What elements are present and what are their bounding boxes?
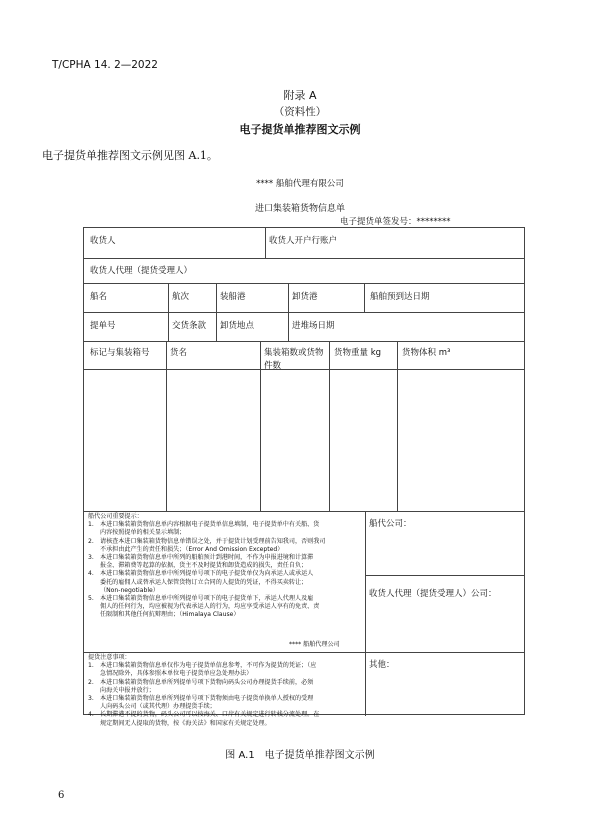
grid-line bbox=[397, 341, 398, 511]
notice-text: 请核查本进口集装箱货物信息单错误之处，并于提货计划受理前告知我司，否则我司 bbox=[100, 537, 326, 545]
notice-text: 本进口集装箱货物信息单内容根据电子提货单信息填制，电子提货单中有关船、货 bbox=[100, 521, 320, 529]
packages-label-line2: 件数 bbox=[264, 361, 282, 371]
yard-date-label: 进堆场日期 bbox=[292, 321, 335, 331]
notice-text: 任限制和其他任何抗辩理由；（Himalaya Clause） bbox=[100, 611, 240, 619]
notice-number bbox=[88, 720, 100, 728]
annex-title: 电子提货单推荐图文示例 bbox=[239, 123, 361, 136]
notice-number bbox=[88, 611, 100, 619]
agent-notice bbox=[88, 513, 362, 620]
consignee-bank-label: 收货人开户行账户 bbox=[269, 236, 338, 246]
notice-line bbox=[88, 679, 362, 687]
grid-line bbox=[84, 312, 524, 313]
notice-text: 本进口集装箱货物信息单中所列提单号项下的电子提货单仅为向承运人或承运人 bbox=[100, 570, 314, 578]
notice-number bbox=[88, 579, 100, 587]
notice-number: 5. bbox=[88, 595, 94, 603]
agent-signature: **** 船舶代理公司 bbox=[289, 641, 340, 648]
notice-text: 人向码头公司（或其代理）办理提货手续； bbox=[100, 703, 216, 711]
notice-number bbox=[88, 562, 100, 570]
bill-number: 电子提货单签发号：******** bbox=[340, 217, 451, 227]
notice-text: 本进口集装箱货物信息单所列提单号项下货物向码头公司办理提货手续前，必须 bbox=[100, 678, 314, 686]
grid-line bbox=[329, 341, 330, 511]
notice-number bbox=[88, 529, 100, 537]
port-loading-label: 装船港 bbox=[220, 292, 246, 302]
grid-line bbox=[265, 228, 266, 258]
consignee-agent-company-label: 收货人代理（提货受理人）公司： bbox=[369, 589, 497, 599]
grid-line bbox=[84, 258, 524, 259]
grid-line bbox=[216, 283, 217, 341]
vessel-label: 船名 bbox=[90, 292, 108, 302]
notice-line bbox=[88, 711, 362, 719]
figure-caption: 图 A.1 电子提货单推荐图文示例 bbox=[225, 750, 375, 761]
discharge-place-label: 卸货地点 bbox=[220, 321, 255, 331]
pickup-notice-title: 提货注意事项： bbox=[88, 654, 131, 661]
notice-number: 1. bbox=[88, 662, 94, 670]
grid-line bbox=[365, 575, 524, 576]
consignee-agent-label: 收货人代理（提货受理人） bbox=[90, 266, 193, 276]
grid-line bbox=[260, 341, 261, 511]
grid-line bbox=[84, 341, 524, 342]
goods-name-label: 货名 bbox=[170, 348, 188, 358]
volume-label: 货物体积 m³ bbox=[402, 348, 451, 358]
port-discharge-label: 卸货港 bbox=[292, 292, 318, 302]
notice-number bbox=[88, 587, 100, 595]
notice-text: 急情况除外，具体参照本单位电子提货单应急处理办法） bbox=[100, 670, 253, 678]
notice-text: 佣人的任何行为，均应被视为代表承运人的行为，均应享受承运人享有的免责、责 bbox=[100, 603, 320, 611]
notice-text: 报金、滞箱费等起算的依据，货主不及时提货和卸货造成的损失，责任自负； bbox=[100, 562, 308, 570]
notice-line bbox=[88, 611, 362, 619]
notice-number bbox=[88, 670, 100, 678]
notice-line bbox=[88, 587, 362, 595]
notice-text: 不承担由此产生的责任和损失；（Error And Omission Excepted） bbox=[100, 545, 284, 553]
grid-line bbox=[364, 283, 365, 312]
grid-line bbox=[84, 283, 524, 284]
agent-company-label: 船代公司： bbox=[369, 519, 412, 529]
consignee-label: 收货人 bbox=[90, 236, 116, 246]
notice-number: 3. bbox=[88, 695, 94, 703]
form-company: **** 船舶代理有限公司 bbox=[256, 179, 344, 189]
form-title: 进口集装箱货物信息单 bbox=[254, 204, 345, 214]
notice-number: 2. bbox=[88, 537, 94, 545]
notice-number: 4. bbox=[88, 570, 94, 578]
notice-line bbox=[88, 670, 362, 678]
notice-line bbox=[88, 538, 362, 546]
notice-number bbox=[88, 703, 100, 711]
packages-label-line1: 集装箱数或货物 bbox=[264, 348, 324, 358]
pickup-notice bbox=[88, 654, 362, 728]
notice-number bbox=[88, 603, 100, 611]
voyage-label: 航次 bbox=[172, 292, 190, 302]
eta-label: 船舶预到达日期 bbox=[370, 292, 430, 302]
standard-number: T/CPHA 14. 2—2022 bbox=[52, 59, 158, 71]
page-number: 6 bbox=[58, 790, 65, 801]
notice-text: 规定期间无人提取的货物，按《海关法》和国家有关规定处理。 bbox=[100, 719, 271, 727]
annex-nature: （资料性） bbox=[273, 106, 327, 118]
grid-line bbox=[84, 369, 524, 370]
marks-label: 标记与集装箱号 bbox=[90, 348, 150, 358]
notice-text: 本进口集装箱货物信息单所列提单号项下货物须由电子提货单换单人授权的受理 bbox=[100, 695, 314, 703]
notice-line bbox=[88, 529, 362, 537]
notice-number bbox=[88, 687, 100, 695]
grid-line bbox=[168, 283, 169, 341]
notice-line bbox=[88, 687, 362, 695]
grid-line bbox=[84, 652, 524, 653]
grid-line bbox=[288, 283, 289, 341]
notice-text: 向海关申报并放行； bbox=[100, 686, 155, 694]
notice-text: 本进口集装箱货物信息单中所列的船舶预计到港时间，不作为申报进境和计算滞 bbox=[100, 554, 314, 562]
notice-text: 内容按照提单的相关显示填制； bbox=[100, 529, 186, 537]
notice-line bbox=[88, 570, 362, 578]
notice-text: 长期滞港不提的货物，码头公司可以按海关、口岸有关规定进行转栈分流处理。在 bbox=[100, 711, 320, 719]
grid-line bbox=[365, 511, 366, 716]
notice-text: 本进口集装箱货物信息单仅作为电子提货单信息参考，不可作为提货的凭证；（应 bbox=[100, 662, 317, 670]
notice-text: （Non-negotiable） bbox=[100, 586, 159, 594]
notice-number: 4. bbox=[88, 711, 94, 719]
intro-text: 电子提货单推荐图文示例见图 A.1。 bbox=[42, 149, 218, 162]
notice-number bbox=[88, 546, 100, 554]
notice-number: 2. bbox=[88, 678, 94, 686]
delivery-terms-label: 交货条款 bbox=[172, 321, 207, 331]
others-label: 其他： bbox=[369, 660, 395, 670]
notice-line bbox=[88, 579, 362, 587]
notice-text: 本进口集装箱货物信息单中所列提单号项下的电子提货单下，承运人代理人及雇 bbox=[100, 595, 314, 603]
notice-line bbox=[88, 546, 362, 554]
notice-number: 3. bbox=[88, 554, 94, 562]
agent-notice-title: 船代公司重要提示： bbox=[88, 513, 143, 520]
notice-line bbox=[88, 695, 362, 703]
notice-line bbox=[88, 720, 362, 728]
form-grid bbox=[83, 227, 525, 727]
notice-line bbox=[88, 595, 362, 603]
grid-line bbox=[166, 341, 167, 511]
weight-label: 货物重量 kg bbox=[334, 348, 382, 358]
notice-line bbox=[88, 554, 362, 562]
grid-line bbox=[84, 511, 524, 512]
annex-label: 附录 A bbox=[283, 89, 317, 102]
notice-number: 1. bbox=[88, 521, 94, 529]
bl-no-label: 提单号 bbox=[90, 321, 116, 331]
notice-text: 委托的雇佣人或替承运人保管货物订立合同的人提货的凭证，不得买卖转让； bbox=[100, 578, 308, 586]
